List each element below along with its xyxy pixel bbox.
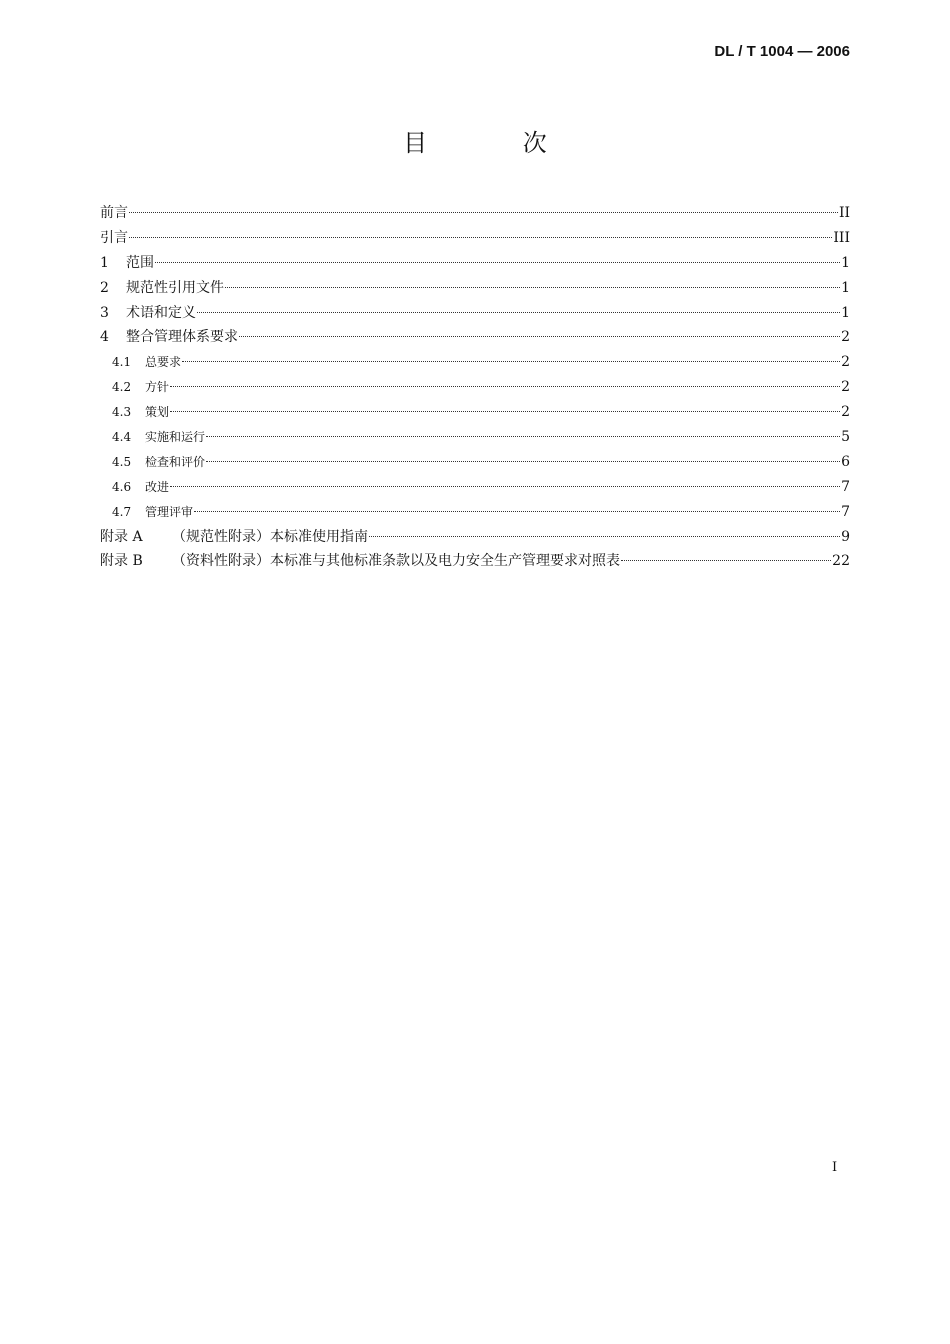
toc-entry-label: （资料性附录）本标准与其他标准条款以及电力安全生产管理要求对照表	[172, 553, 620, 570]
toc-entry-number: 1	[100, 254, 109, 271]
toc-entry-implementation[interactable]	[100, 425, 850, 450]
toc-entry-label: 策划	[145, 405, 170, 420]
toc-entry-label: 改进	[145, 479, 170, 494]
toc-entry-management-review[interactable]	[100, 500, 850, 525]
toc-entry-label: 总要求	[145, 355, 182, 370]
toc-entry-number: 附录 B	[100, 553, 143, 570]
toc-entry-page: 1	[841, 254, 850, 271]
dot-leader	[206, 436, 840, 437]
toc-entry-label: 范围	[126, 254, 154, 271]
toc-entry-page: 9	[841, 528, 850, 545]
dot-leader	[155, 262, 840, 263]
document-code: DL / T 1004 — 2006	[714, 43, 850, 60]
toc-entry-label: 管理评审	[145, 504, 194, 519]
toc-entry-scope[interactable]	[100, 251, 850, 276]
toc-entry-page: 5	[841, 429, 850, 446]
toc-entry-page: III	[833, 229, 850, 246]
page-title: 目 次	[403, 129, 591, 157]
dot-leader	[621, 560, 831, 561]
dot-leader	[194, 511, 840, 512]
toc-entry-page: 6	[841, 453, 850, 470]
toc-entry-number: 4	[100, 329, 109, 346]
toc-entry-label: 检查和评价	[145, 454, 206, 469]
toc-entry-label: 引言	[100, 229, 128, 246]
toc-entry-number: 4.5	[112, 454, 132, 469]
toc-entry-number: 附录 A	[100, 528, 143, 545]
toc-entry-page: 2	[841, 329, 850, 346]
dot-leader	[170, 386, 840, 387]
page-number: I	[832, 1160, 838, 1175]
toc-entry-introduction[interactable]	[100, 226, 850, 251]
toc-entry-number: 4.2	[112, 380, 132, 395]
toc-entry-terms-definitions[interactable]	[100, 301, 850, 326]
toc-entry-improvement[interactable]	[100, 475, 850, 500]
toc-entry-number: 4.3	[112, 405, 132, 420]
toc-entry-foreword[interactable]	[100, 201, 850, 226]
toc-entry-system-requirements[interactable]	[100, 325, 850, 350]
toc-entry-page: 7	[841, 503, 850, 520]
toc-entry-general-requirements[interactable]	[100, 350, 850, 375]
toc-entry-label: （规范性附录）本标准使用指南	[172, 528, 368, 545]
dot-leader	[206, 461, 840, 462]
toc-entry-normative-references[interactable]	[100, 276, 850, 301]
dot-leader	[170, 486, 840, 487]
toc-entry-number: 4.1	[112, 355, 132, 370]
toc-entry-label: 前言	[100, 205, 128, 221]
toc-entry-page: 2	[841, 354, 850, 371]
toc-entry-label: 术语和定义	[126, 304, 196, 321]
toc-entry-number: 4.7	[112, 504, 132, 519]
toc-entry-policy[interactable]	[100, 375, 850, 400]
toc-entry-page: 1	[841, 279, 850, 296]
dot-leader	[129, 212, 838, 213]
dot-leader	[197, 312, 840, 313]
toc-entry-label: 规范性引用文件	[126, 279, 224, 296]
toc-entry-number: 4.4	[112, 430, 132, 445]
toc-entry-label: 整合管理体系要求	[126, 329, 238, 346]
toc-entry-checking-evaluation[interactable]	[100, 450, 850, 475]
toc-entry-number: 4.6	[112, 479, 132, 494]
dot-leader	[182, 361, 840, 362]
toc-entry-page: 2	[841, 404, 850, 421]
toc-entry-annex-a[interactable]	[100, 525, 850, 550]
table-of-contents	[100, 201, 850, 574]
dot-leader	[369, 536, 840, 537]
toc-entry-number: 2	[100, 279, 109, 296]
toc-entry-planning[interactable]	[100, 400, 850, 425]
toc-entry-number: 3	[100, 304, 109, 321]
toc-entry-page: 7	[841, 478, 850, 495]
dot-leader	[225, 287, 840, 288]
toc-entry-label: 实施和运行	[145, 430, 206, 445]
toc-entry-page: 2	[841, 379, 850, 396]
toc-entry-page: II	[838, 205, 850, 221]
dot-leader	[170, 411, 840, 412]
toc-entry-label: 方针	[145, 380, 170, 395]
toc-entry-page: 1	[841, 304, 850, 321]
dot-leader	[129, 237, 832, 238]
toc-entry-annex-b[interactable]	[100, 549, 850, 574]
toc-entry-page: 22	[832, 553, 850, 570]
dot-leader	[239, 336, 840, 337]
